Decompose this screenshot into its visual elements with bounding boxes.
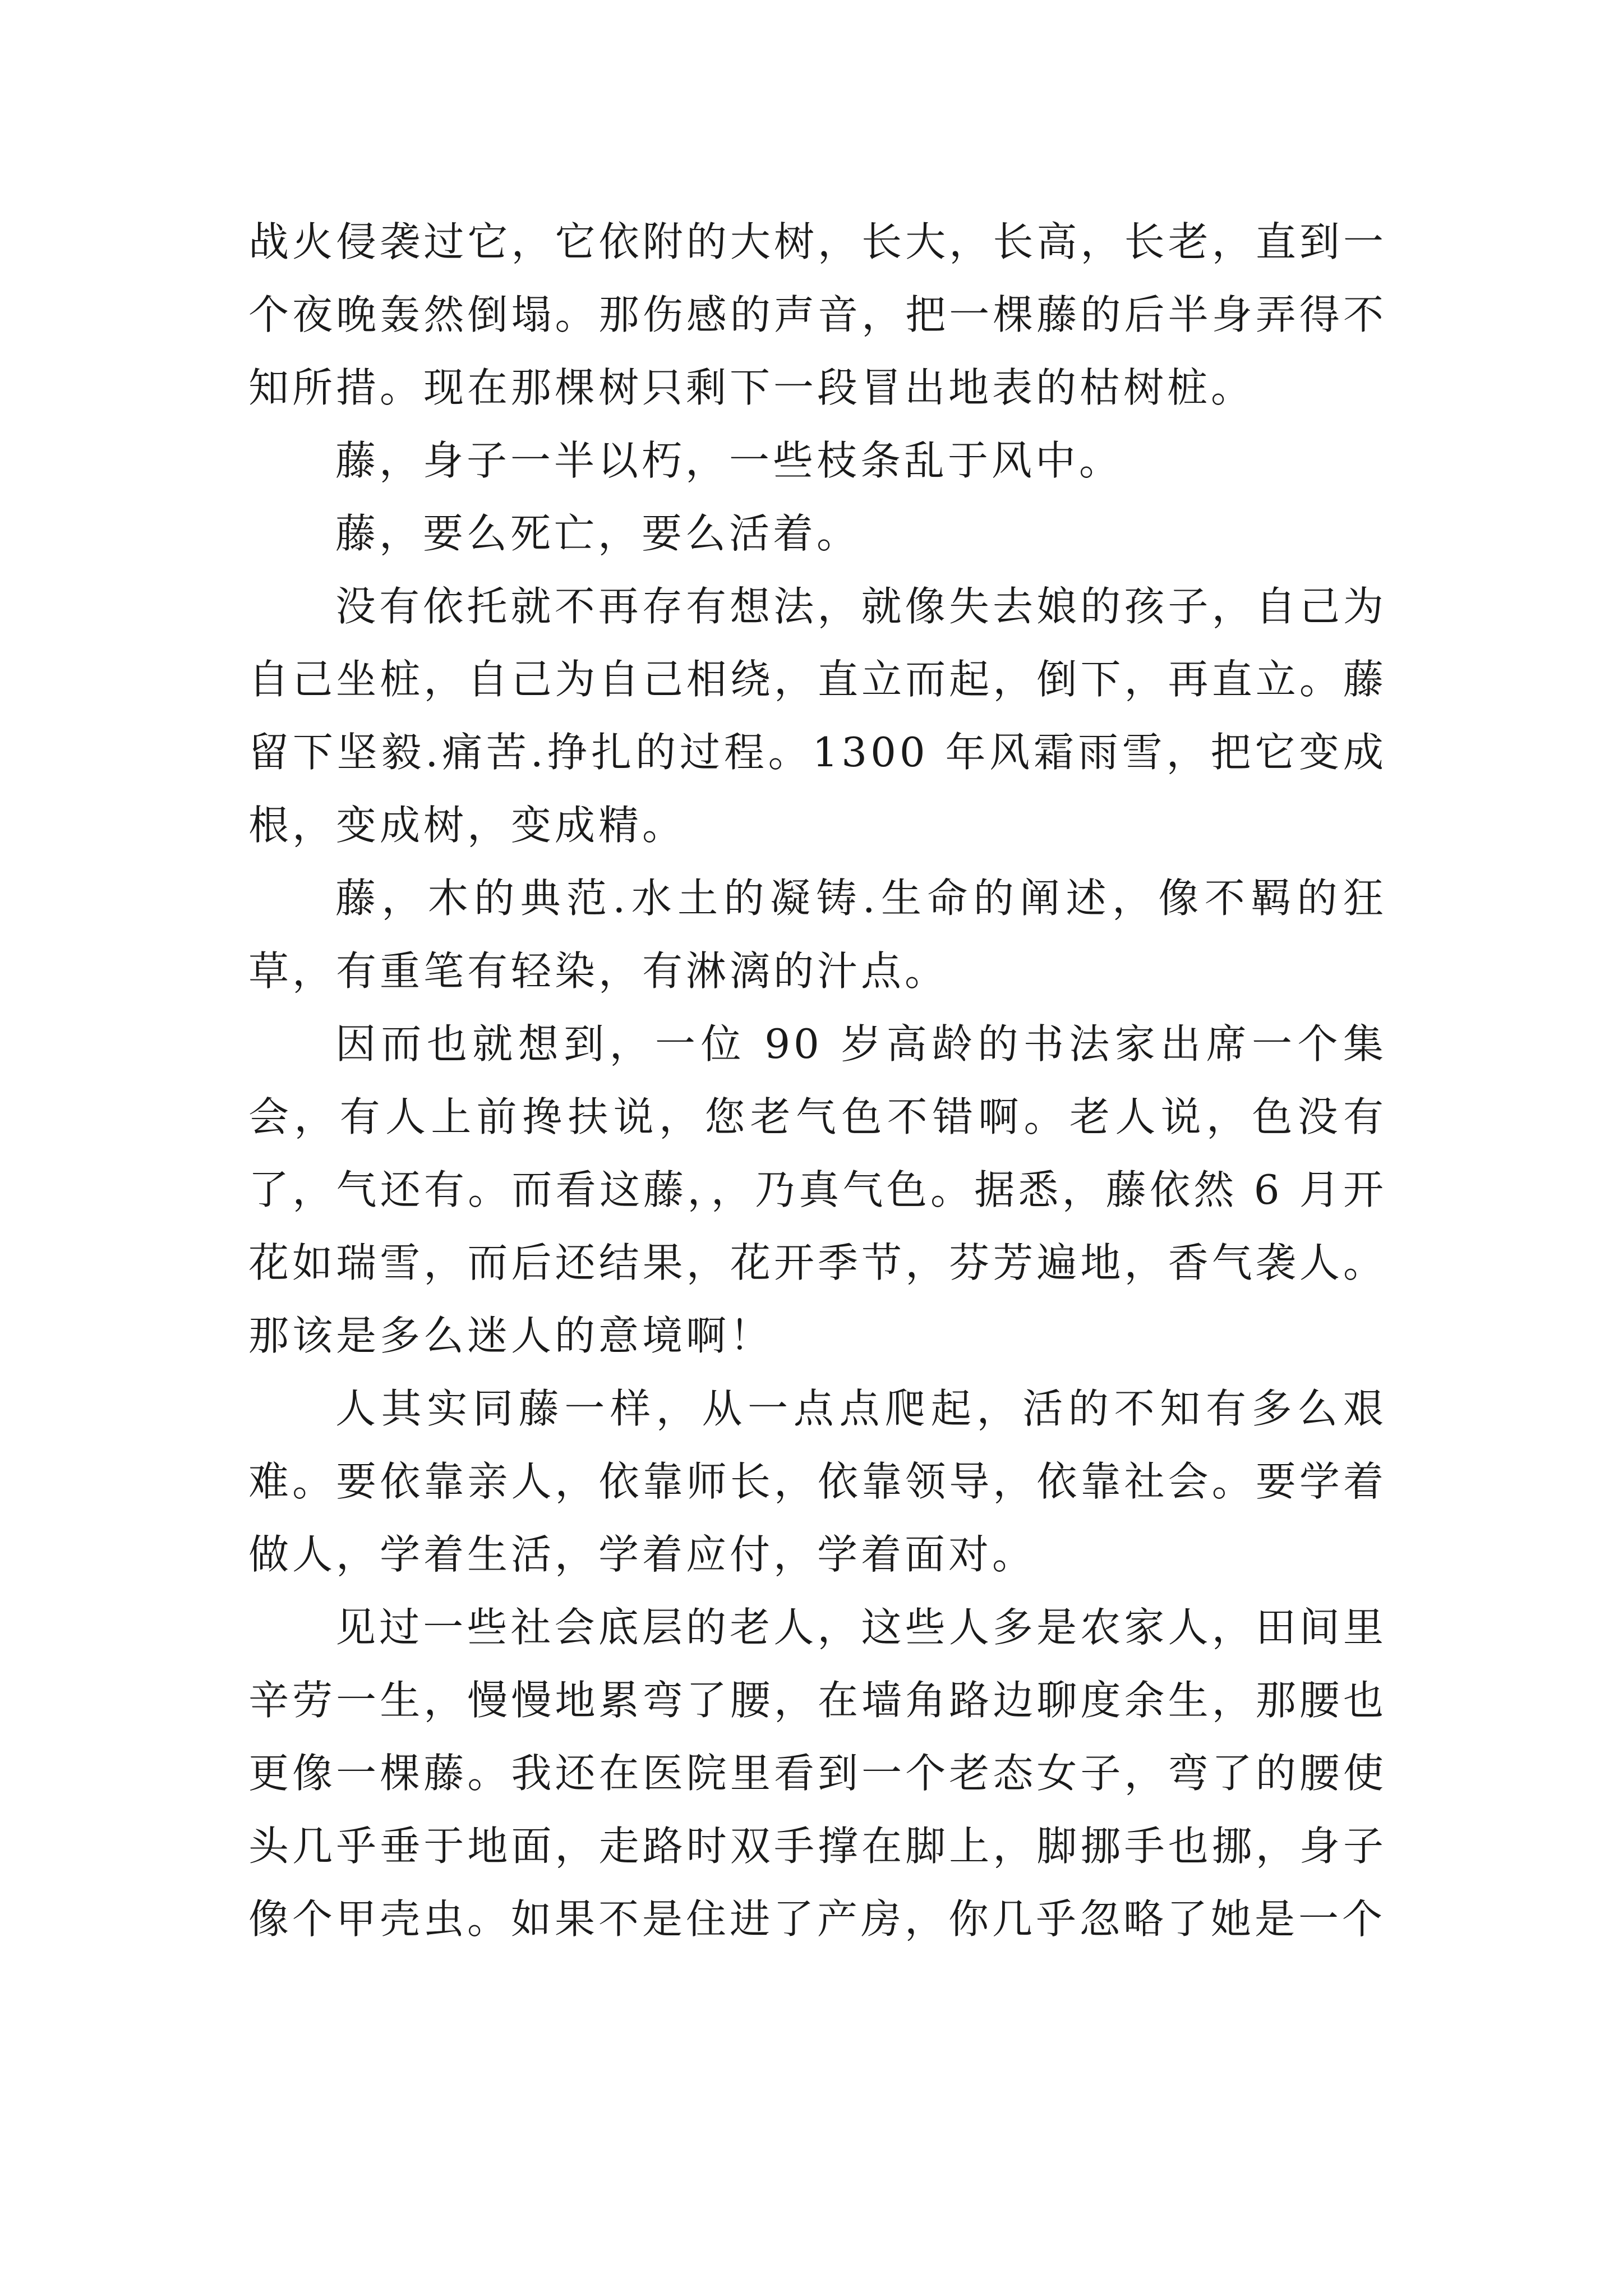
paragraph: 因而也就想到，一位 90 岁高龄的书法家出席一个集会，有人上前搀扶说，您老气色不错啊。老人说，色没有了，气还有。而看这藤，，乃真气色。据悉，藤依然 6 月开花如瑞雪，而后还结果，花开季节，芬芳遍地，香气袭人。那该是多么迷人的意境啊！ xyxy=(248,1020,1387,1359)
paragraph: 没有依托就不再存有想法，就像失去娘的孩子，自己为自己坐桩，自己为自己相绕，直立而起，倒下，再直立。藤留下坚毅.痛苦.挣扎的过程。1300 年风霜雨雪，把它变成根，变成树，变成精。 xyxy=(248,583,1387,849)
paragraph: 藤，身子一半以朽，一些枝条乱于风中。 xyxy=(335,437,1123,484)
paragraph: 藤，木的典范.水土的凝铸.生命的阐述，像不羁的狂草，有重笔有轻染，有淋漓的汁点。 xyxy=(248,875,1387,995)
body-text xyxy=(248,205,1387,1955)
paragraph: 见过一些社会底层的老人，这些人多是农家人，田间里辛劳一生，慢慢地累弯了腰，在墙角路边聊度余生，那腰也更像一棵藤。我还在医院里看到一个老态女子，弯了的腰使头几乎垂于地面，走路时双手撑在脚上，脚挪手也挪，身子像个甲壳虫。如果不是住进了产房，你几乎忽略了她是一个 xyxy=(248,1604,1387,1943)
paragraph: 藤，要么死亡，要么活着。 xyxy=(335,510,861,557)
paragraph: 战火侵袭过它，它依附的大树，长大，长高，长老，直到一个夜晚轰然倒塌。那伤感的声音，把一棵藤的后半身弄得不知所措。现在那棵树只剩下一段冒出地表的枯树桩。 xyxy=(248,218,1387,411)
paragraph: 人其实同藤一样，从一点点爬起，活的不知有多么艰难。要依靠亲人，依靠师长，依靠领导，依靠社会。要学着做人，学着生活，学着应付，学着面对。 xyxy=(248,1385,1387,1578)
